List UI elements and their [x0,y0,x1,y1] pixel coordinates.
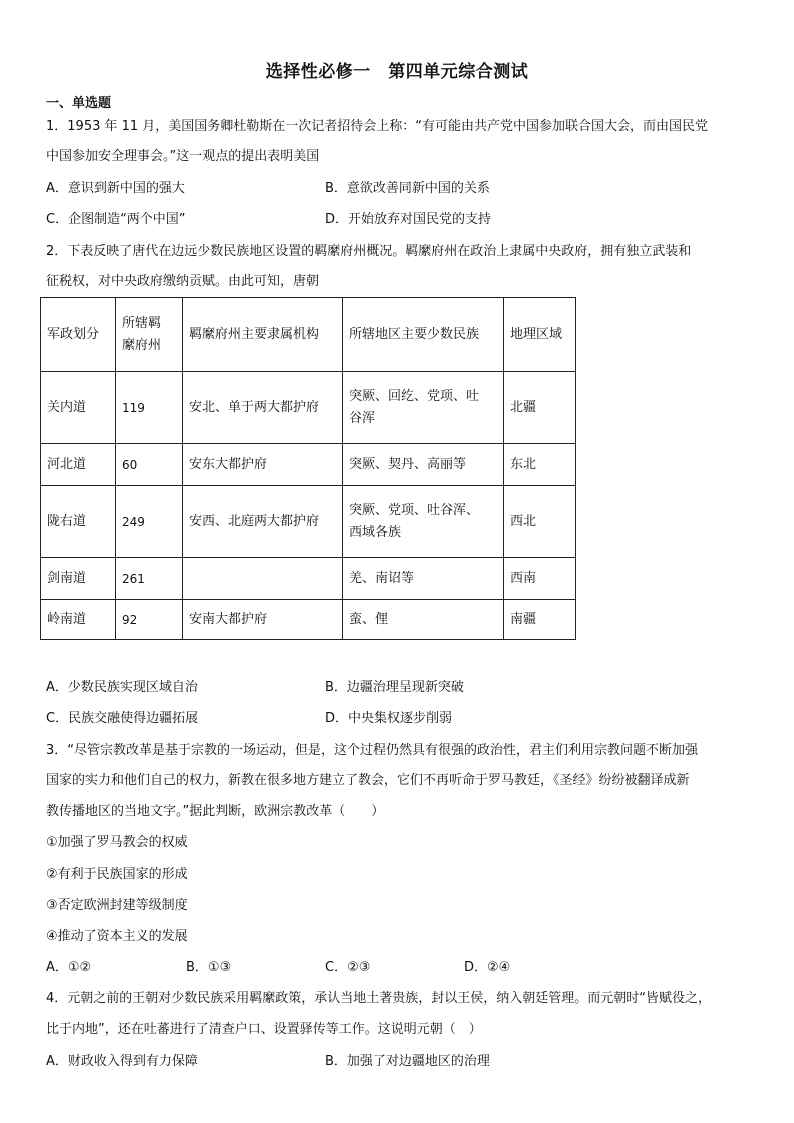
page-title: 选择性必修一 第四单元综合测试 [265,62,529,82]
q1-stem-line2: 中国参加安全理事会。”这一观点的提出表明美国 [46,149,320,164]
table-row [41,558,576,600]
table-cell: 西南 [504,558,576,600]
table-cell: 河北道 [41,444,116,486]
table-cell: 安南大都护府 [183,600,343,640]
table-cell: 岭南道 [41,600,116,640]
table-header-cell: 所辖羁 縻府州 [116,298,183,372]
q1-stem-line1: 1．1953 年 11 月，美国国务卿杜勒斯在一次记者招待会上称：“有可能由共产党中国参加联合国大会，而由国民党 [46,119,709,134]
table-cell: 安西、北庭两大都护府 [183,486,343,558]
table-cell: 剑南道 [41,558,116,600]
table-cell: 安北、单于两大都护府 [183,372,343,444]
q3-option-d[interactable]: D．②④ [464,960,511,975]
section-heading: 一、单选题 [46,96,112,111]
q2-option-c[interactable]: C．民族交融使得边疆拓展 [46,711,199,726]
q4-option-a[interactable]: A．财政收入得到有力保障 [46,1054,198,1069]
q3-option-a[interactable]: A．①② [46,960,92,975]
table-cell: 北疆 [504,372,576,444]
q4-option-b[interactable]: B．加强了对边疆地区的治理 [325,1054,490,1069]
table-header-cell: 军政划分 [41,298,116,372]
table-row [41,600,576,640]
table-cell [183,558,343,600]
q4-stem-line2: 比于内地”，还在吐蕃进行了清查户口、设置驿传等工作。这说明元朝（ ） [46,1022,482,1037]
table-cell: 119 [116,372,183,444]
table-cell: 92 [116,600,183,640]
q1-option-c[interactable]: C．企图制造“两个中国” [46,212,186,227]
q3-stem-line3: 教传播地区的当地文字。”据此判断，欧洲宗教改革（ ） [46,804,385,819]
table-cell: 东北 [504,444,576,486]
q2-stem-line1: 2．下表反映了唐代在边远少数民族地区设置的羁縻府州概况。羁縻府州在政治上隶属中央政府，拥有独立武装和 [46,244,692,259]
table-cell: 西北 [504,486,576,558]
table-row [41,486,576,558]
table-cell: 突厥、回纥、党项、吐 谷浑 [343,372,504,444]
q2-option-a[interactable]: A．少数民族实现区域自治 [46,680,198,695]
q2-option-d[interactable]: D．中央集权逐步削弱 [325,711,453,726]
table-cell: 249 [116,486,183,558]
table-cell: 突厥、党项、吐谷浑、 西域各族 [343,486,504,558]
table-cell: 安东大都护府 [183,444,343,486]
table-cell: 60 [116,444,183,486]
table-cell: 261 [116,558,183,600]
table-cell: 羌、南诏等 [343,558,504,600]
table-cell: 蛮、俚 [343,600,504,640]
q3-statement-4: ④推动了资本主义的发展 [46,929,188,944]
q3-stem-line2: 国家的实力和他们自己的权力，新教在很多地方建立了教会，它们不再听命于罗马教廷，《圣经》纷纷被翻译成新 [46,773,690,788]
q3-statement-2: ②有利于民族国家的形成 [46,867,188,882]
q1-option-b[interactable]: B．意欲改善同新中国的关系 [325,181,490,196]
table-header-cell: 所辖地区主要少数民族 [343,298,504,372]
table-row [41,444,576,486]
q2-option-b[interactable]: B．边疆治理呈现新突破 [325,680,464,695]
q1-option-d[interactable]: D．开始放弃对国民党的支持 [325,212,492,227]
q4-stem-line1: 4．元朝之前的王朝对少数民族采用羁縻政策，承认当地土著贵族，封以王侯，纳入朝廷管理。而元朝时“皆赋役之， [46,991,712,1006]
table-cell: 南疆 [504,600,576,640]
table-cell: 关内道 [41,372,116,444]
q3-statement-3: ③否定欧洲封建等级制度 [46,898,188,913]
table-cell: 突厥、契丹、高丽等 [343,444,504,486]
table-row [41,372,576,444]
table-header-row [41,298,576,372]
table-header-cell: 羁縻府州主要隶属机构 [183,298,343,372]
q1-option-a[interactable]: A．意识到新中国的强大 [46,181,185,196]
q3-stem-line1: 3．“尽管宗教改革是基于宗教的一场运动，但是，这个过程仍然具有很强的政治性，君主们利用宗教问题不断加强 [46,743,699,758]
q3-statement-1: ①加强了罗马教会的权威 [46,835,188,850]
q2-stem-line2: 征税权，对中央政府缴纳贡赋。由此可知，唐朝 [46,274,320,289]
table-cell: 陇右道 [41,486,116,558]
q3-option-c[interactable]: C．②③ [325,960,371,975]
jimi-prefectures-table [40,297,576,640]
q3-option-b[interactable]: B．①③ [186,960,232,975]
table-header-cell: 地理区域 [504,298,576,372]
